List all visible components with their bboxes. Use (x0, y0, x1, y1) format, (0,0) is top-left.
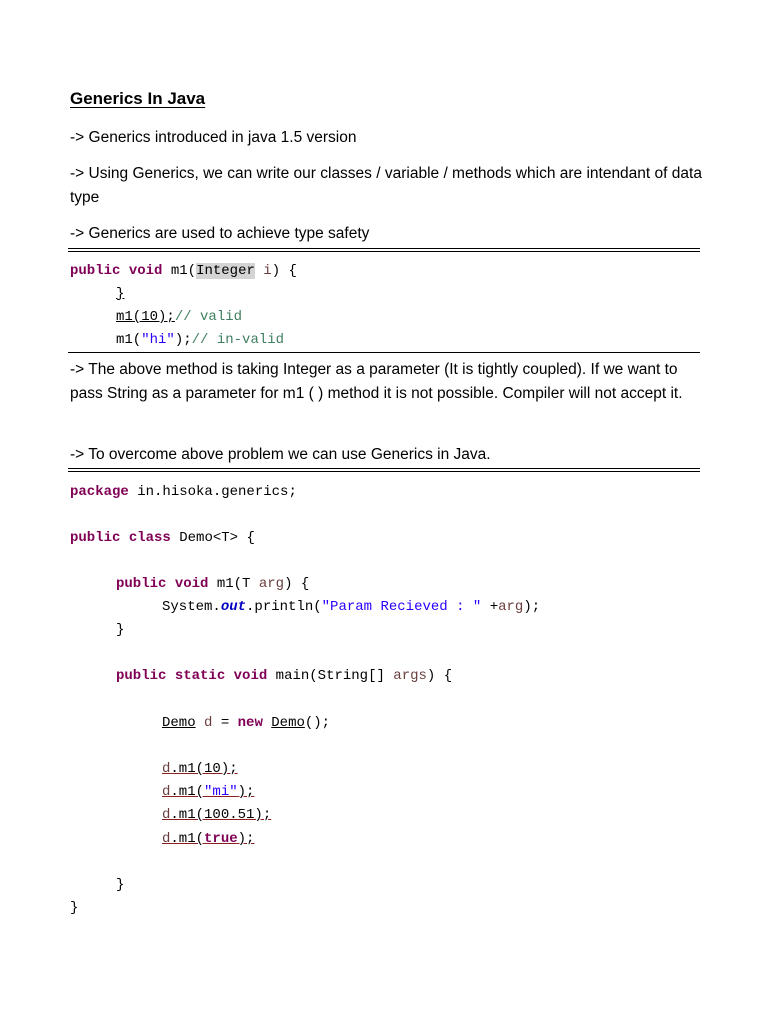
code-text: .m1( (170, 784, 205, 800)
code-keyword: class (128, 530, 171, 546)
code-keyword: public (116, 668, 167, 684)
paragraph-3: -> Generics are used to achieve type safety (70, 225, 370, 242)
code-variable: arg (498, 599, 524, 615)
code-keyword: package (70, 484, 129, 500)
code-line (116, 283, 124, 306)
paragraph-4: -> The above method is taking Integer as a parameter (It is tightly coupled). If we want to pass String as a parameter for m1 ( ) method it is not possible. Compiler will not accept it. (70, 361, 683, 402)
code-line (116, 619, 124, 642)
code-text: ); (237, 831, 255, 847)
code-text: (); (304, 715, 331, 731)
code-text: 10); (204, 761, 238, 777)
code-line (162, 758, 238, 781)
code-text: } (116, 622, 125, 638)
code-variable: d (204, 715, 213, 731)
code-text: + (489, 599, 499, 615)
code-text: } (116, 877, 125, 893)
code-text: 100.51); (204, 807, 272, 823)
code-line (116, 329, 284, 352)
code-keyword: static (174, 668, 226, 684)
code-keyword: public (116, 576, 167, 592)
code-keyword: public (70, 263, 121, 279)
code-text: Demo<T> { (179, 530, 255, 546)
code-line (116, 573, 309, 596)
code-text: ) { (284, 576, 310, 592)
code-text: m1( (170, 263, 197, 279)
code-text: Demo (271, 715, 305, 731)
code-text: } (116, 286, 125, 302)
code-string: "hi" (141, 332, 175, 348)
code-text: ) { (426, 668, 453, 684)
code-comment: // valid (174, 309, 243, 325)
divider (68, 352, 700, 353)
code-comment: // in-valid (191, 332, 285, 348)
paragraph-2: -> Using Generics, we can write our classes / variable / methods which are intendant of data type (70, 165, 702, 206)
code-variable: d (162, 761, 171, 777)
code-keyword: void (233, 668, 268, 684)
paragraph-1: -> Generics introduced in java 1.5 version (70, 129, 357, 146)
code-line (162, 828, 254, 851)
code-keyword: new (237, 715, 263, 731)
code-text: .m1( (170, 807, 205, 823)
page-title: Generics In Java (70, 89, 206, 108)
code-text: ); (174, 332, 192, 348)
code-text: .m1( (170, 761, 205, 777)
code-field: out (220, 599, 247, 615)
code-string: "Param Recieved : " (321, 599, 482, 615)
divider-double (68, 248, 700, 252)
code-line (70, 260, 297, 283)
code-line (70, 481, 297, 504)
code-string: "mi" (204, 784, 238, 800)
code-text: m1(T (216, 576, 251, 592)
code-text: ); (237, 784, 255, 800)
code-variable: d (162, 784, 171, 800)
paragraph-5: -> To overcome above problem we can use Generics in Java. (70, 446, 491, 463)
code-line (116, 306, 242, 329)
code-variable: args (393, 668, 427, 684)
code-text: main(String[] (275, 668, 385, 684)
code-line (162, 781, 254, 804)
code-line (116, 665, 452, 688)
code-line (70, 527, 255, 550)
code-keyword: true (204, 831, 238, 847)
code-type-highlight: Integer (196, 263, 255, 279)
code-text: m1( (116, 332, 142, 348)
divider-double (68, 468, 700, 472)
code-keyword: void (128, 263, 163, 279)
code-text: ) { (271, 263, 297, 279)
code-text: = (220, 715, 230, 731)
code-line (162, 804, 271, 827)
code-variable: arg (258, 576, 285, 592)
code-text: } (70, 900, 79, 916)
code-text: .println( (246, 599, 322, 615)
code-variable: d (162, 807, 171, 823)
code-line (70, 897, 78, 920)
code-line (162, 712, 330, 735)
code-line (116, 874, 124, 897)
code-text: m1(10); (116, 309, 175, 325)
code-line (162, 596, 540, 619)
code-text: System. (162, 599, 221, 615)
code-text: .m1( (170, 831, 205, 847)
code-variable: i (263, 263, 272, 279)
code-variable: d (162, 831, 171, 847)
code-text: in.hisoka.generics; (137, 484, 297, 500)
code-keyword: public (70, 530, 121, 546)
code-text: ); (523, 599, 541, 615)
code-keyword: void (174, 576, 209, 592)
code-text: Demo (162, 715, 196, 731)
